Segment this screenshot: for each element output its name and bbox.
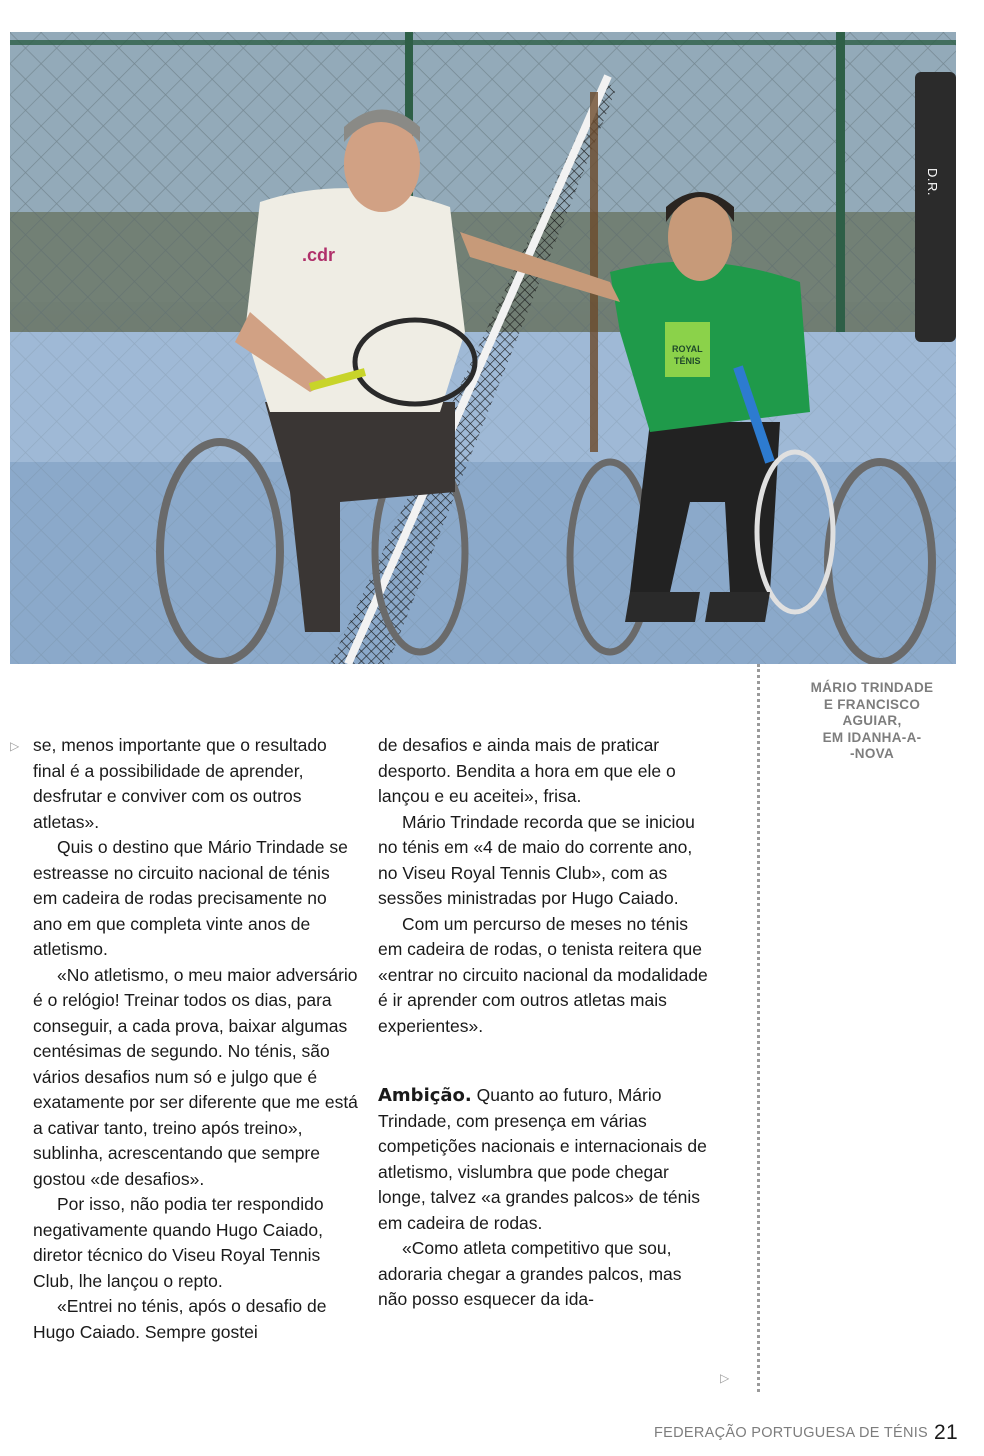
paragraph: Com um percurso de meses no ténis em cadeira de rodas, o tenista reitera que «entrar no circuito nacional da modalidade é ir aprender com outros atletas mais experientes». bbox=[378, 913, 708, 1036]
caption-line: E FRANCISCO bbox=[823, 696, 921, 712]
article-column-2 bbox=[378, 733, 708, 1313]
section-text: Quanto ao futuro, Mário Trindade, com presença em várias competições nacionais e internacionais de atletismo, vislumbra que pode chegar longe, talvez «a grandes palcos» de ténis em cadeira de rodas. bbox=[378, 1085, 707, 1233]
caption-line: EM IDANHA-A- bbox=[822, 729, 922, 745]
paragraph: «Como atleta competitivo que sou, adoraria chegar a grandes palcos, mas não posso esquecer da ida- bbox=[378, 1238, 682, 1309]
hero-photo bbox=[10, 32, 956, 664]
caption-line: MÁRIO TRINDADE bbox=[810, 680, 934, 695]
paragraph: Quis o destino que Mário Trindade se estreasse no circuito nacional de ténis em cadeira de rodas precisamente no ano em que completa vinte anos de atletismo. bbox=[33, 837, 348, 959]
tennis-court-illustration bbox=[10, 32, 956, 664]
article-column-1 bbox=[33, 733, 358, 1345]
caption-line: AGUIAR, bbox=[842, 713, 902, 728]
photo-caption bbox=[782, 680, 962, 763]
page-number: 21 bbox=[934, 1421, 958, 1444]
caption-line: -NOVA bbox=[850, 746, 894, 761]
section-lead-heading: Ambição. bbox=[378, 1085, 472, 1106]
shirt-text: ROYAL bbox=[672, 344, 703, 354]
paragraph: Mário Trindade recorda que se iniciou no ténis em «4 de maio do corrente ano, no Viseu Royal Tennis Club», com as sessões ministradas por Hugo Caiado. bbox=[378, 811, 695, 908]
paragraph: se, menos importante que o resultado final é a possibilidade de aprender, desfrutar e conviver com os outros atletas». bbox=[33, 735, 327, 832]
paragraph: «No atletismo, o meu maior adversário é o relógio! Treinar todos os dias, para conseguir, a cada prova, baixar algumas centésimas de segundo. No ténis, são vários desafios num só e julgo que é exatamente por ser diferente que me está a cativar tanto, treino após treino», sublinha, acrescentando que sempre gostou «de desafios». bbox=[33, 964, 358, 1189]
paragraph: Por isso, não podia ter respondido negativamente quando Hugo Caiado, diretor técnico do Viseu Royal Tennis Club, lhe lançou o repto. bbox=[33, 1194, 324, 1291]
section-paragraph bbox=[378, 1083, 708, 1236]
svg-text:TÉNIS: TÉNIS bbox=[674, 356, 701, 366]
page-footer bbox=[654, 1421, 958, 1445]
caption-divider bbox=[757, 664, 760, 1392]
paragraph: de desafios e ainda mais de praticar desporto. Bendita a hora em que ele o lançou e eu aceitei», frisa. bbox=[378, 735, 676, 806]
photo-credit: D.R. bbox=[925, 168, 940, 196]
publication-name: FEDERAÇÃO PORTUGUESA DE TÉNIS bbox=[653, 1425, 929, 1441]
continued-from-arrow-icon: ▷ bbox=[10, 739, 20, 753]
section-gap bbox=[378, 1039, 708, 1083]
continues-arrow-icon: ▷ bbox=[720, 1371, 730, 1385]
paragraph: «Entrei no ténis, após o desafio de Hugo Caiado. Sempre gostei bbox=[33, 1296, 327, 1342]
shirt-logo: .cdr bbox=[302, 245, 336, 265]
